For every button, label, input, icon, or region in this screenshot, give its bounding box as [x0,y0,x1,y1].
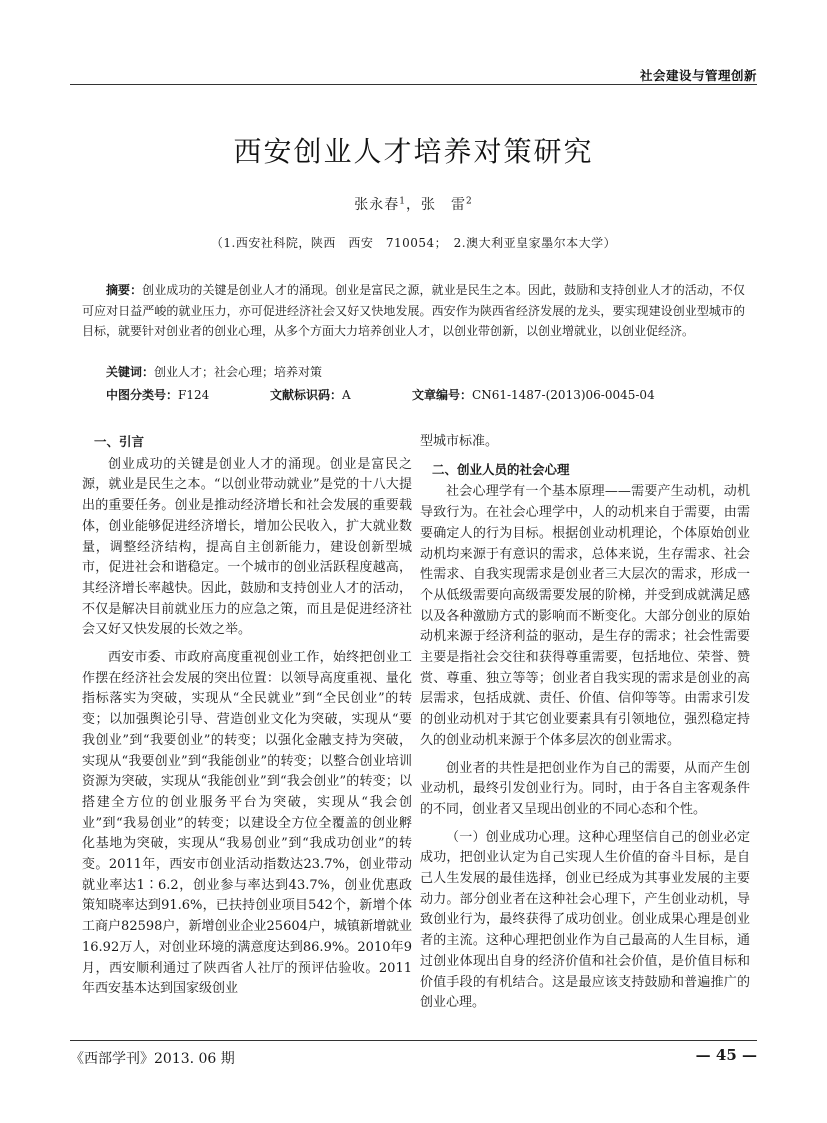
doc-code [270,386,351,403]
journal-issue: 《西部学刊》2013. 06 期 [70,1051,235,1067]
header-divider [70,84,757,85]
clc-value: F124 [178,388,210,402]
abstract-label: 摘要： [106,283,143,297]
author-2: 张 雷 [421,197,466,213]
affiliation-line: （1.西安社科院，陕西 西安 710054； 2.澳大利亚皇家墨尔本大学） [210,236,617,250]
clc-label: 中图分类号： [106,388,179,402]
article-number-label: 文章编号： [412,388,473,402]
section-heading-intro: 一、引言 [94,434,145,449]
journal-section-header: 社会建设与管理创新 [639,68,757,83]
author-1: 张永春 [354,197,400,213]
keywords [106,363,322,380]
page-number: — 45 — [695,1046,757,1064]
paragraph: （一）创业成功心理。这种心理坚信自己的创业必定成功，把创业认定为自己实现人生价值的奋斗目标，是自己人生发展的最佳选择，创业已经成为其事业发展的主要动力。部分创业者在这种社会心理下，产生创业动机，导致创业行为，最终获得了成功创业。创业成果心理是创业者的主流。这种心理把创业作为自己最高的人生目标，通过创业体现出自身的经济价值和社会价值，是价值目标和价值手段的有机结合。这是最应该支持鼓励和普遍推广的创业心理。 [420,829,750,1011]
paragraph: 社会心理学有一个基本原理——需要产生动机，动机导致行为。在社会心理学中，人的动机来自于需要，由需要确定人的行为目标。根据创业动机理论，个体原始创业动机均来源于有意识的需求，总体来说，生存需求、社会性需求、自我实现需求是创业者三大层次的需求，形成一个从低级需要向高级需要发展的阶梯，并受到成就满足感以及各种激励方式的影响而不断变化。大部分创业的原始动机来源于经济利益的驱动，是生存的需求；社会性需要主要是指社会交往和获得尊重需要，包括地位、荣誉、赞赏、尊重、独立等等；创业者自我实现的需求是创业的高层需求，包括成就、责任、价值、信仰等等。由需求引发的创业动机对于其它创业要素具有引领地位，强烈稳定持久的创业动机来源于个体多层次的创业需求。 [420,484,750,748]
doc-label: 文献标识码： [270,388,343,402]
footer-divider [70,1040,757,1041]
doc-value: A [342,388,351,402]
article-number [412,386,655,403]
author-line [0,194,827,214]
right-column [420,432,750,1021]
paragraph: 创业成功的关键是创业人才的涌现。创业是富民之源，就业是民生之本。“以创业带动就业”是党的十八大提出的重要任务。创业是推动经济增长和社会发展的重要载体，创业能够促进经济增长，增加公民收入，扩大就业数量，调整经济结构，提高自主创新能力，建设创新型城市，促进社会和谐稳定。一个城市的创业活跃程度越高，其经济增长率越快。因此，鼓励和支持创业人才的活动，不仅是解决目前就业压力的应急之策，而且是促进经济社会又好又快发展的长效之举。 [82,456,412,638]
author-2-affil-mark: 2 [466,196,473,207]
section-heading-psychology: 二、创业人员的社会心理 [432,461,570,477]
paragraph: 创业者的共性是把创业作为自己的需要，从而产生创业动机，最终引发创业行为。同时，由于各自主客观条件的不同，创业者又呈现出创业的不同心态和个性。 [420,760,750,817]
left-column [82,432,412,1007]
author-1-affil-mark: 1 [399,196,406,207]
keywords-label: 关键词： [106,365,155,379]
abstract-indent [82,283,106,297]
article-number-value: CN61-1487-(2013)06-0045-04 [472,388,655,402]
clc-code [106,386,209,403]
abstract [82,280,745,342]
abstract-text: 创业成功的关键是创业人才的涌现。创业是富民之源，就业是民生之本。因此，鼓励和支持创业人才的活动，不仅可应对日益严峻的就业压力，亦可促进经济社会又好又快地发展。西安作为陕西省经济发展的龙头，要实现建设创业型城市的目标，就要针对创业者的创业心理，从多个方面大力培养创业人才，以创业带创新，以创业增就业，以创业促经济。 [82,283,745,338]
paragraph-continuation: 型城市标准。 [420,434,499,449]
paragraph: 西安市委、市政府高度重视创业工作，始终把创业工作摆在经济社会发展的突出位置：以领导高度重视、量化指标落实为突破，实现从“全民就业”到“全民创业”的转变；以加强舆论引导、营造创业文化为突破，实现从“要我创业”到“我要创业”的转变；以强化金融支持为突破，实现从“我要创业”到“我能创业”的转变；以整合创业培训资源为突破，实现从“我能创业”到“我会创业”的转变；以搭建全方位的创业服务平台为突破，实现从“我会创业”到“我易创业”的转变；以建设全方位全覆盖的创业孵化基地为突破，实现从“我易创业”到“我成功创业”的转变。2011年，西安市创业活动指数达23.7%，创业带动就业率达1∶6.2，创业参与率达到43.7%，创业优惠政策知晓率达到91.6%，已扶持创业项目542个，新增个体工商户82598户，新增创业企业25604户，城镇新增就业16.92万人，对创业环境的满意度达到86.9%。2010年9月，西安顺利通过了陕西省人社厅的预评估验收。2011年西安基本达到国家级创业 [82,650,412,997]
author-separator: ， [406,197,421,213]
keywords-text: 创业人才；社会心理；培养对策 [154,365,323,379]
article-title: 西安创业人才培养对策研究 [233,135,594,168]
